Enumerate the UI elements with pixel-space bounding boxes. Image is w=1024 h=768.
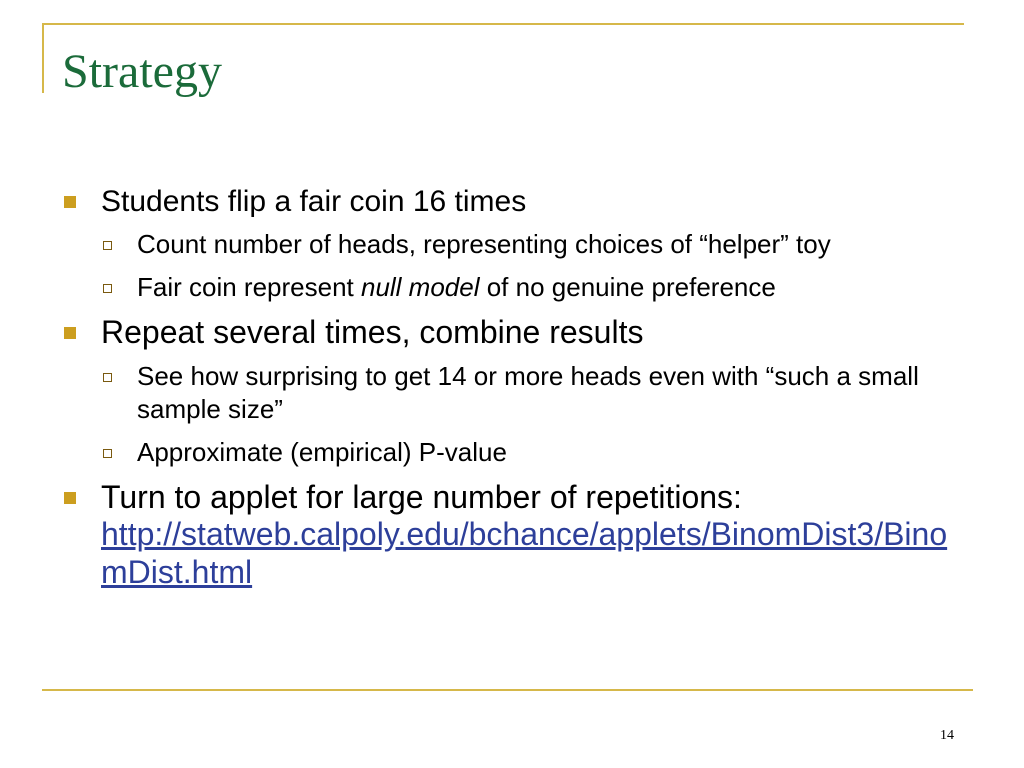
bullet-level1	[62, 184, 962, 220]
bullet-level2	[62, 360, 962, 426]
bottom-accent-rule	[42, 689, 973, 691]
bullet-text: Turn to applet for large number of repetitions:	[101, 479, 742, 515]
bullet-text: Repeat several times, combine results	[101, 314, 644, 350]
hollow-square-bullet-icon	[103, 373, 112, 382]
slide-title: Strategy	[62, 45, 222, 98]
square-bullet-icon	[64, 196, 76, 208]
bullet-level1	[62, 314, 962, 350]
sub-bullet-emphasis: null model	[360, 272, 480, 302]
top-accent-rule	[42, 23, 964, 25]
page-number: 14	[940, 728, 954, 743]
left-accent-rule	[42, 23, 44, 93]
slide-body	[62, 184, 962, 601]
square-bullet-icon	[64, 492, 76, 504]
hollow-square-bullet-icon	[103, 449, 112, 458]
sub-bullet-text: Count number of heads, representing choices of “helper” toy	[137, 229, 831, 259]
sub-bullet-text-after: of no genuine preference	[479, 272, 776, 302]
applet-link[interactable]: http://statweb.calpoly.edu/bchance/applets/BinomDist3/BinomDist.html	[101, 516, 948, 590]
bullet-level1	[62, 479, 962, 591]
square-bullet-icon	[64, 327, 76, 339]
bullet-level2	[62, 436, 962, 469]
sub-bullet-text: See how surprising to get 14 or more heads even with “such a small sample size”	[137, 361, 919, 424]
hollow-square-bullet-icon	[103, 284, 112, 293]
hollow-square-bullet-icon	[103, 241, 112, 250]
bullet-level2	[62, 228, 962, 261]
bullet-text: Students flip a fair coin 16 times	[101, 185, 527, 218]
sub-bullet-text: Approximate (empirical) P-value	[137, 437, 507, 467]
bullet-level2	[62, 271, 962, 304]
sub-bullet-text-before: Fair coin represent	[137, 272, 361, 302]
